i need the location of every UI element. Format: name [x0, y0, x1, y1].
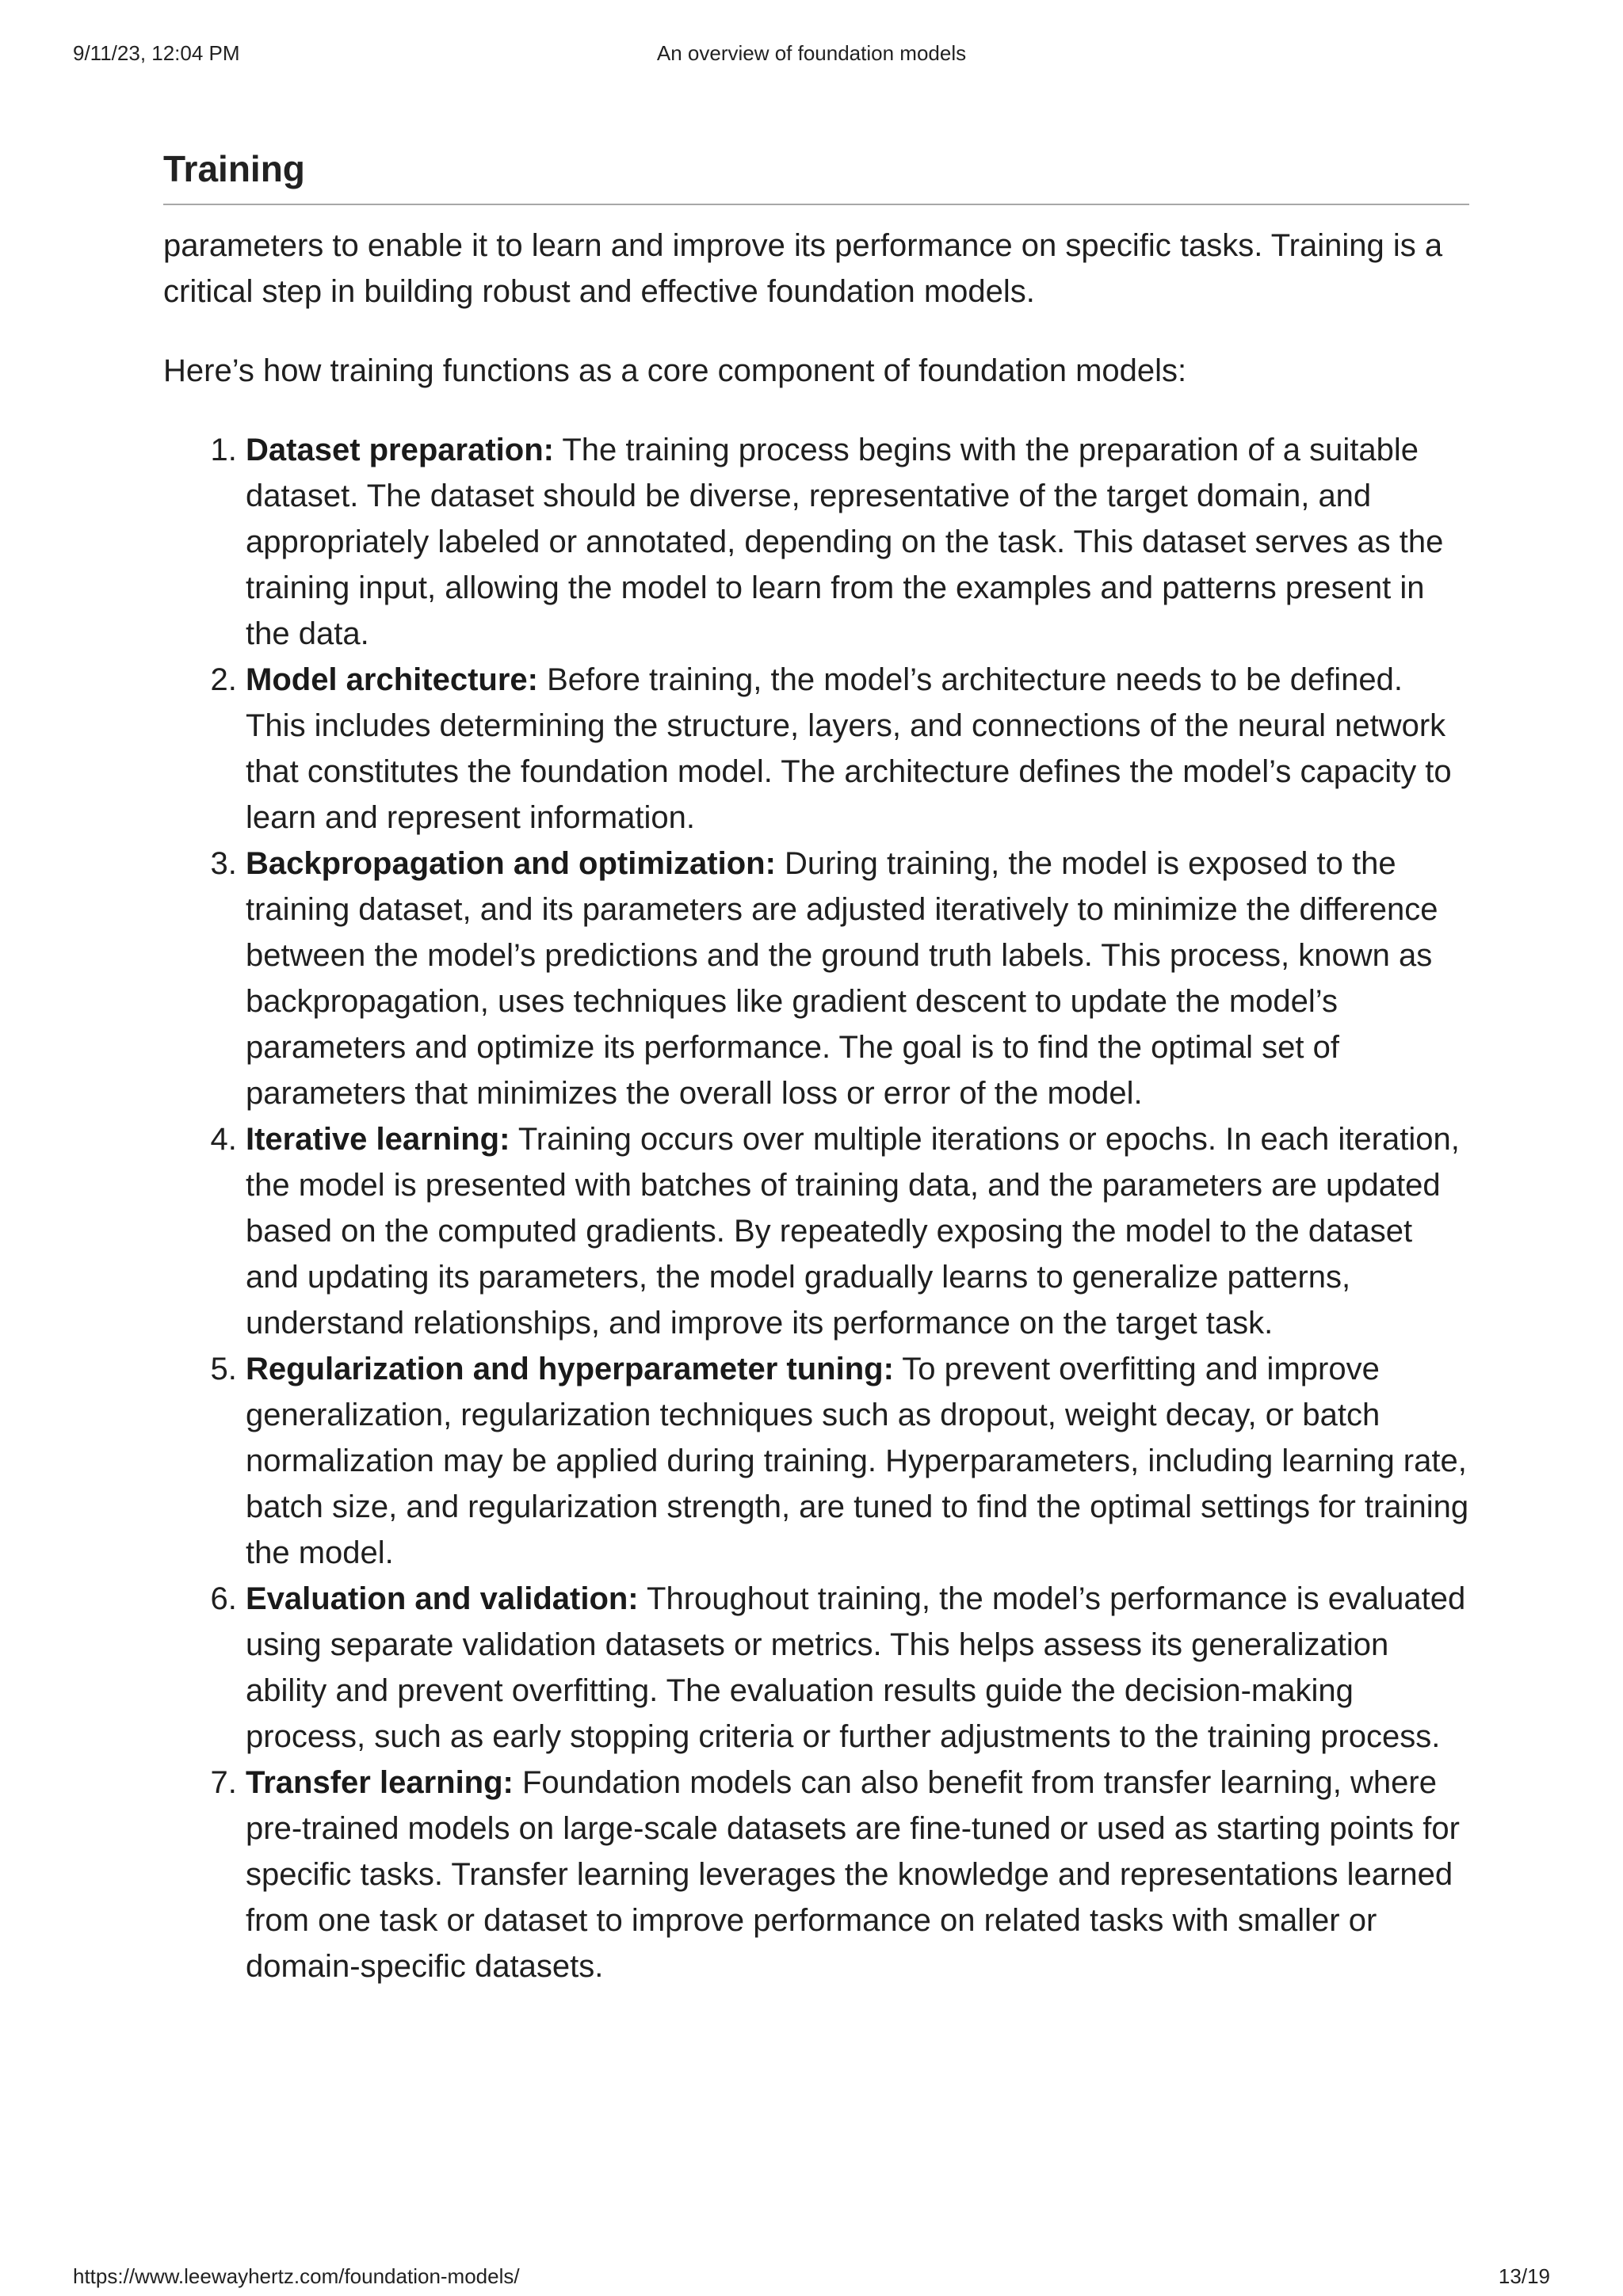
list-item [246, 1576, 1469, 1760]
article-content [163, 147, 1469, 1989]
list-item-text: Throughout training, the model’s performance is evaluated using separate validation datasets or metrics. This helps assess its generalization ability and prevent overfitting. The evaluation results guide the decision-making process, such as early stopping criteria or further adjustments to the training process. [246, 1581, 1466, 1755]
list-item-text: To prevent overfitting and improve generalization, regularization techniques such as dropout, weight decay, or batch normalization may be applied during training. Hyperparameters, including learning rate, batch size, and regularization strength, are tuned to find the optimal settings for training the model. [246, 1352, 1469, 1571]
list-item-term: Iterative learning: [246, 1122, 510, 1158]
list-item-term: Dataset preparation: [246, 433, 554, 468]
list-item-term: Backpropagation and optimization: [246, 846, 776, 882]
print-header [73, 41, 1550, 68]
list-item [246, 841, 1469, 1116]
list-item-text: Foundation models can also benefit from transfer learning, where pre-trained models on large-scale datasets are fine-tuned or used as starting points for specific tasks. Transfer learning leverages the knowledge and representations learned from one task or dataset to improve performance on related tasks with smaller or domain-specific datasets. [246, 1765, 1460, 1985]
list-item [246, 657, 1469, 841]
list-item-term: Model architecture: [246, 662, 538, 698]
page-number: 13/19 [1498, 2264, 1550, 2288]
print-document-title: An overview of foundation models [656, 41, 967, 65]
training-steps-list [163, 427, 1469, 1989]
list-item [246, 1116, 1469, 1346]
list-item-term: Regularization and hyperparameter tuning: [246, 1352, 894, 1387]
list-item-text: The training process begins with the preparation of a suitable dataset. The dataset should be diverse, representative of the target domain, and appropriately labeled or annotated, depending on the task. This dataset serves as the training input, allowing the model to learn from the examples and patterns present in the data. [246, 433, 1444, 652]
page-url-link[interactable]: https://www.leewayhertz.com/foundation-models/ [73, 2264, 520, 2288]
list-item-term: Evaluation and validation: [246, 1581, 639, 1617]
list-item [246, 1346, 1469, 1576]
section-heading: Training [163, 147, 1469, 205]
list-item-term: Transfer learning: [246, 1765, 514, 1801]
list-item-text: Before training, the model’s architecture needs to be defined. This includes determining the structure, layers, and connections of the neural network that constitutes the foundation model. The architecture defines the model’s capacity to learn and represent information. [246, 662, 1452, 836]
list-item-text: During training, the model is exposed to the training dataset, and its parameters are adjusted iteratively to minimize the difference between the model’s predictions and the ground truth labels. This process, known as backpropagation, uses techniques like gradient descent to update the model’s parameters and optimize its performance. The goal is to find the optimal set of parameters that minimizes the overall loss or error of the model. [246, 846, 1438, 1112]
intro-paragraph: Here’s how training functions as a core component of foundation models: [163, 353, 1187, 389]
list-item [246, 427, 1469, 657]
list-item [246, 1760, 1469, 1989]
continuation-paragraph: parameters to enable it to learn and improve its performance on specific tasks. Training is a critical step in building robust and effective foundation models. [163, 228, 1443, 310]
print-datetime: 9/11/23, 12:04 PM [73, 41, 240, 65]
list-item-text: Training occurs over multiple iterations or epochs. In each iteration, the model is presented with batches of training data, and the parameters are updated based on the computed gradients. By repeatedly exposing the model to the dataset and updating its parameters, the model gradually learns to generalize patterns, understand relationships, and improve its performance on the target task. [246, 1122, 1460, 1341]
print-footer [73, 2264, 1550, 2290]
